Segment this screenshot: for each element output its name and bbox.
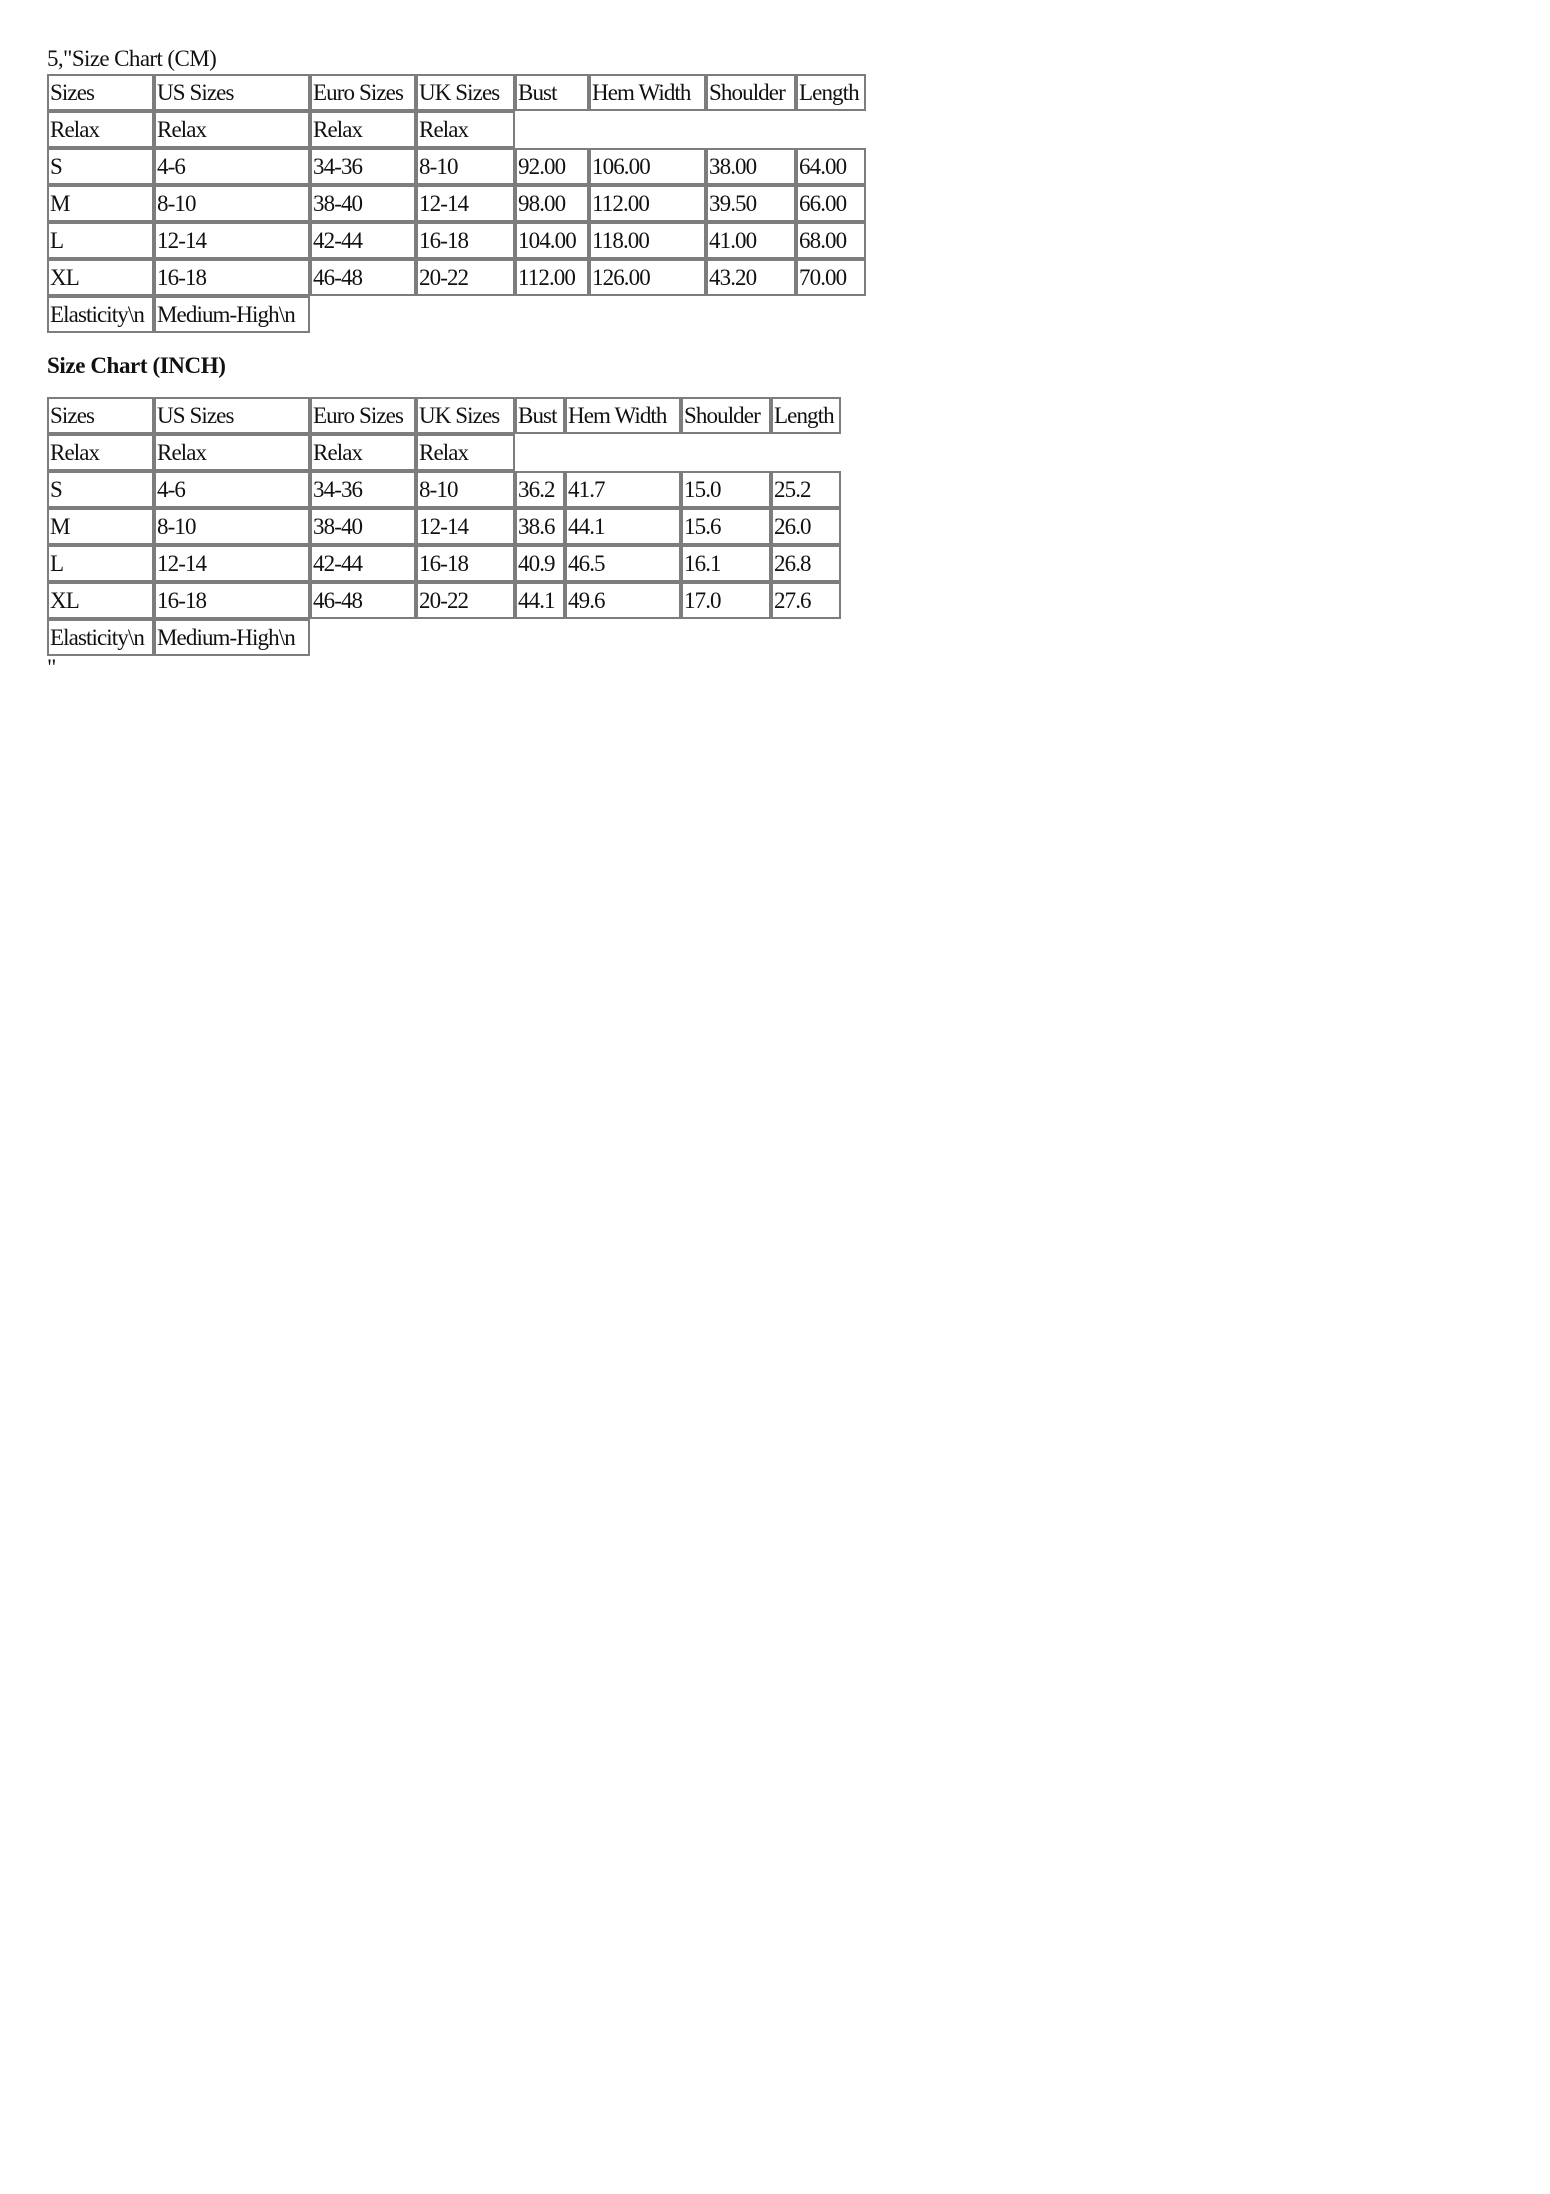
- header-cell: UK Sizes: [416, 74, 515, 111]
- closing-quote-mark: ": [47, 655, 57, 680]
- table-cell: L: [47, 545, 154, 582]
- table-row: [47, 545, 841, 582]
- table-cell: M: [47, 508, 154, 545]
- table-row: [47, 582, 841, 619]
- table-cell: 42-44: [310, 545, 416, 582]
- table-cell: 20-22: [416, 582, 515, 619]
- relax-cell: Relax: [310, 111, 416, 148]
- inch-section-title: Size Chart (INCH): [47, 353, 226, 378]
- table-cell: 44.1: [515, 582, 565, 619]
- header-cell: Length: [796, 74, 866, 111]
- relax-row: [47, 434, 841, 471]
- table-cell: 8-10: [416, 148, 515, 185]
- table-cell: 38-40: [310, 185, 416, 222]
- table-cell: 34-36: [310, 148, 416, 185]
- table-cell: 4-6: [154, 471, 310, 508]
- header-cell: Shoulder: [681, 397, 771, 434]
- elasticity-label-cell: Elasticity\n: [47, 296, 154, 333]
- table-cell: 43.20: [706, 259, 796, 296]
- elasticity-row: [47, 619, 841, 656]
- table-cell: S: [47, 471, 154, 508]
- table-cell: 34-36: [310, 471, 416, 508]
- table-cell: 4-6: [154, 148, 310, 185]
- relax-row: [47, 111, 866, 148]
- table-cell: 40.9: [515, 545, 565, 582]
- table-cell: 38.6: [515, 508, 565, 545]
- table-cell: S: [47, 148, 154, 185]
- elasticity-row: [47, 296, 866, 333]
- elasticity-value-cell: Medium-High\n: [154, 619, 310, 656]
- table-cell: 12-14: [154, 222, 310, 259]
- table-cell: 27.6: [771, 582, 841, 619]
- table-cell: 126.00: [589, 259, 706, 296]
- table-cell: 46-48: [310, 259, 416, 296]
- header-cell: Bust: [515, 74, 589, 111]
- table-cell: 41.7: [565, 471, 681, 508]
- table-cell: 16-18: [154, 259, 310, 296]
- header-cell: Length: [771, 397, 841, 434]
- table-cell: 12-14: [154, 545, 310, 582]
- table-cell: 16-18: [154, 582, 310, 619]
- table-cell: M: [47, 185, 154, 222]
- header-cell: Hem Width: [565, 397, 681, 434]
- table-cell: 16.1: [681, 545, 771, 582]
- table-header-row: [47, 74, 866, 111]
- table-cell: 38-40: [310, 508, 416, 545]
- table-row: [47, 222, 866, 259]
- table-cell: 112.00: [515, 259, 589, 296]
- table-row: [47, 259, 866, 296]
- table-cell: 44.1: [565, 508, 681, 545]
- header-cell: UK Sizes: [416, 397, 515, 434]
- table-cell: 26.8: [771, 545, 841, 582]
- relax-cell: Relax: [416, 111, 515, 148]
- table-cell: 36.2: [515, 471, 565, 508]
- table-cell: L: [47, 222, 154, 259]
- size-chart-inch-table: [47, 397, 841, 656]
- table-cell: 104.00: [515, 222, 589, 259]
- empty-cell: [515, 434, 841, 471]
- table-cell: 46-48: [310, 582, 416, 619]
- relax-cell: Relax: [154, 434, 310, 471]
- relax-cell: Relax: [47, 111, 154, 148]
- relax-cell: Relax: [154, 111, 310, 148]
- table-cell: XL: [47, 582, 154, 619]
- relax-cell: Relax: [416, 434, 515, 471]
- table-cell: 8-10: [154, 508, 310, 545]
- table-cell: 46.5: [565, 545, 681, 582]
- table-row: [47, 508, 841, 545]
- size-chart-cm-table: [47, 74, 866, 333]
- relax-cell: Relax: [47, 434, 154, 471]
- table-cell: 17.0: [681, 582, 771, 619]
- empty-cell: [310, 619, 841, 656]
- table-cell: 66.00: [796, 185, 866, 222]
- table-cell: 39.50: [706, 185, 796, 222]
- header-cell: Sizes: [47, 397, 154, 434]
- table-cell: XL: [47, 259, 154, 296]
- table-cell: 112.00: [589, 185, 706, 222]
- header-cell: Sizes: [47, 74, 154, 111]
- table-cell: 41.00: [706, 222, 796, 259]
- empty-cell: [310, 296, 866, 333]
- header-cell: Hem Width: [589, 74, 706, 111]
- table-cell: 49.6: [565, 582, 681, 619]
- table-cell: 26.0: [771, 508, 841, 545]
- table-row: [47, 185, 866, 222]
- intro-line: 5,"Size Chart (CM): [47, 46, 217, 71]
- document-page: [47, 44, 1507, 678]
- table-cell: 64.00: [796, 148, 866, 185]
- table-cell: 16-18: [416, 222, 515, 259]
- table-row: [47, 471, 841, 508]
- table-cell: 25.2: [771, 471, 841, 508]
- header-cell: Bust: [515, 397, 565, 434]
- table-cell: 15.6: [681, 508, 771, 545]
- header-cell: US Sizes: [154, 397, 310, 434]
- relax-cell: Relax: [310, 434, 416, 471]
- elasticity-label-cell: Elasticity\n: [47, 619, 154, 656]
- table-cell: 98.00: [515, 185, 589, 222]
- table-cell: 92.00: [515, 148, 589, 185]
- table-cell: 20-22: [416, 259, 515, 296]
- table-cell: 12-14: [416, 508, 515, 545]
- table-cell: 70.00: [796, 259, 866, 296]
- header-cell: Shoulder: [706, 74, 796, 111]
- table-cell: 12-14: [416, 185, 515, 222]
- table-cell: 42-44: [310, 222, 416, 259]
- table-cell: 118.00: [589, 222, 706, 259]
- table-cell: 8-10: [154, 185, 310, 222]
- table-cell: 38.00: [706, 148, 796, 185]
- table-cell: 15.0: [681, 471, 771, 508]
- table-row: [47, 148, 866, 185]
- table-cell: 8-10: [416, 471, 515, 508]
- table-cell: 106.00: [589, 148, 706, 185]
- elasticity-value-cell: Medium-High\n: [154, 296, 310, 333]
- header-cell: Euro Sizes: [310, 397, 416, 434]
- header-cell: Euro Sizes: [310, 74, 416, 111]
- empty-cell: [515, 111, 866, 148]
- header-cell: US Sizes: [154, 74, 310, 111]
- table-cell: 16-18: [416, 545, 515, 582]
- table-cell: 68.00: [796, 222, 866, 259]
- table-header-row: [47, 397, 841, 434]
